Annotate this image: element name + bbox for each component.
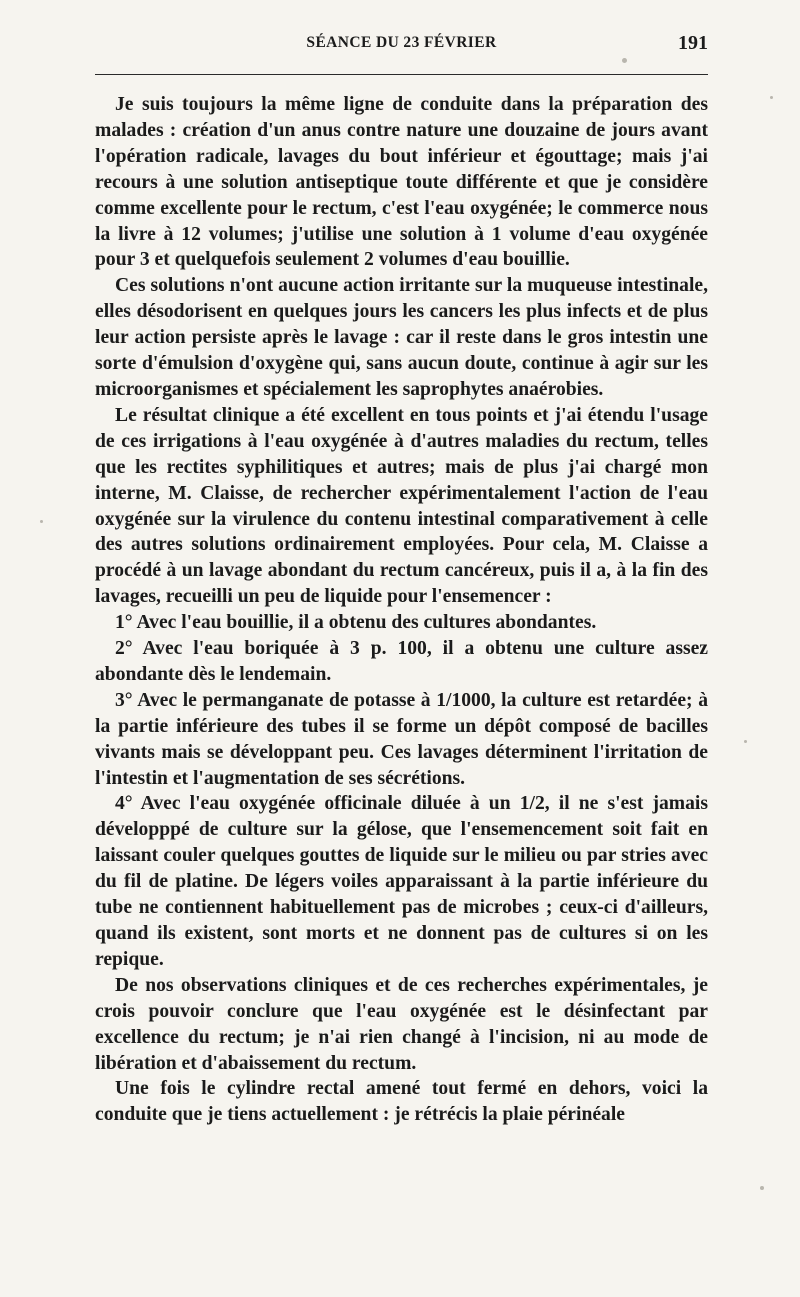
paragraph-1: Je suis toujours la même ligne de conduite dans la préparation des malades : création d'un anus contre nature une douzaine de jours avant l'opération radicale, lavages du bout inférieur et égouttage; mais j'ai recours à une solution antiseptique toute différente et que je considère comme excellente pour le rectum, c'est l'eau oxygénée; le commerce nous la livre à 12 volumes; j'utilise une solution à 1 volume d'eau oxygénée pour 3 et quelquefois seulement 2 volumes d'eau bouillie. (95, 94, 708, 271)
paper-speck (760, 1186, 764, 1190)
paper-speck (622, 58, 627, 63)
list-item-2: 2° Avec l'eau boriquée à 3 p. 100, il a obtenu une culture assez abondante dès le lendemain. (95, 638, 708, 685)
paper-speck (744, 740, 747, 743)
paper-speck (40, 520, 43, 523)
paragraph-3: Le résultat clinique a été excellent en tous points et j'ai étendu l'usage de ces irrigations à l'eau oxygénée à d'autres maladies du rectum, telles que les rectites syphilitiques et autres; mais de plus j'ai chargé mon interne, M. Claisse, de rechercher expérimentalement l'action de l'eau oxygénée sur la virulence du contenu intestinal comparativement à celle des autres solutions ordinairement employées. Pour cela, M. Claisse a procédé à un lavage abondant du rectum cancéreux, puis il a, à la fin des lavages, recueilli un peu de liquide pour l'ensemencer : (95, 404, 708, 608)
body-text (95, 92, 708, 1128)
running-head: SÉANCE DU 23 FÉVRIER (306, 34, 497, 51)
header-rule (95, 74, 708, 75)
list-item-3: 3° Avec le permanganate de potasse à 1/1000, la culture est retardée; à la partie inférieure des tubes il se forme un dépôt composé de bacilles vivants mais se développant peu. Ces lavages déterminent l'irritation de l'intestin et l'augmentation de ses sécrétions. (95, 689, 708, 789)
paragraph-conclusion: De nos observations cliniques et de ces recherches expérimentales, je crois pouvoir conclure que l'eau oxygénée est le désinfectant par excellence du rectum; je n'ai rien changé à l'incision, ni au mode de libération et d'abaissement du rectum. (95, 974, 708, 1074)
list-item-1: 1° Avec l'eau bouillie, il a obtenu des cultures abondantes. (115, 612, 597, 634)
paper-speck (770, 96, 773, 99)
paragraph-last: Une fois le cylindre rectal amené tout fermé en dehors, voici la conduite que je tiens actuellement : je rétrécis la plaie périnéale (95, 1078, 708, 1126)
page-number: 191 (678, 32, 708, 54)
page-header (95, 34, 708, 56)
list-item-4: 4° Avec l'eau oxygénée officinale diluée à un 1/2, il ne s'est jamais développpé de culture sur la gélose, que l'ensemencement soit fait en laissant couler quelques gouttes de liquide sur le milieu ou par stries avec du fil de platine. De légers voiles apparaissant à la partie inférieure du tube ne contiennent habituellement pas de microbes ; ceux-ci d'ailleurs, quand ils existent, sont morts et ne donnent pas de cultures si on les repique. (95, 793, 708, 970)
paragraph-2: Ces solutions n'ont aucune action irritante sur la muqueuse intestinale, elles désodorisent en quelques jours les cancers les plus infects et de plus leur action persiste après le lavage : car il reste dans le gros intestin une sorte d'émulsion d'oxygène qui, sans aucun doute, continue à agir sur les microorganismes et spécialement les saprophytes anaérobies. (95, 275, 708, 400)
